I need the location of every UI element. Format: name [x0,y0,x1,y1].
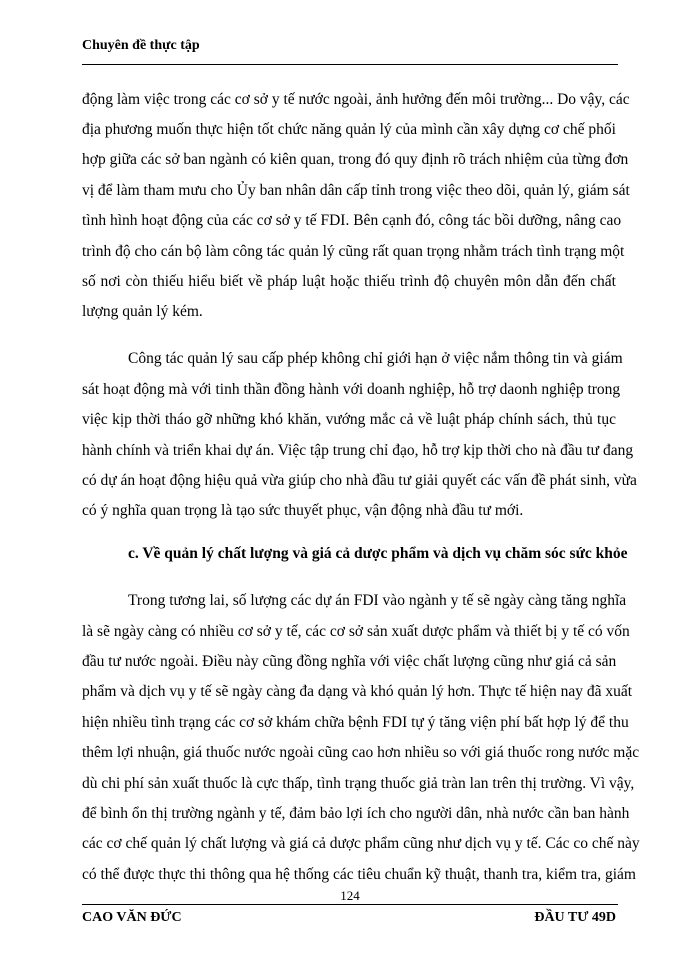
paragraph-2-line-5: có dự án hoạt động hiệu quả vừa giúp cho nhà đầu tư giải quyết các vấn đề phát sinh, vừa [82,472,637,489]
paragraph-3-line-4: phẩm và dịch vụ y tế sẽ ngày càng đa dạng và khó quản lý hơn. Thực tế hiện nay đã xuất [82,683,633,700]
paragraph-1-line-6: trình độ cho cán bộ làm công tác quản lý cũng rất quan trọng nhằm trách tình trạng một [82,243,625,260]
paragraph-3-line-7: dù chi phí sản xuất thuốc là cực thấp, tình trạng thuốc giả tràn lan trên thị trường. Vì vậy, [82,775,635,792]
page-header-title: Chuyên đề thực tập [82,38,200,53]
paragraph-3-line-6: thêm lợi nhuận, giá thuốc nước ngoài cũng cao hơn nhiều so với giá thuốc rong nước mặc [82,744,640,761]
paragraph-1-line-3: hợp giữa các sở ban ngành có kiên quan, trong đó quy định rõ trách nhiệm của từng đơn [82,151,629,168]
footer-divider [82,904,618,905]
paragraph-3-line-10: có thể được thực thi thông qua hệ thống các tiêu chuẩn kỹ thuật, thanh tra, kiểm tra, giám [82,866,636,883]
paragraph-3-line-1: Trong tương lai, số lượng các dự án FDI vào ngành y tế sẽ ngày càng tăng nghĩa [128,592,627,609]
paragraph-3-line-3: đầu tư nước ngoài. Điều này cũng đồng nghĩa với việc chất lượng cũng như giá cả sản [82,653,617,670]
paragraph-1-line-7: số nơi còn thiếu hiểu biết về pháp luật hoặc thiếu trình độ chuyên môn dẫn đến chất [82,273,616,290]
section-heading: c. Về quản lý chất lượng và giá cả dược phẩm và dịch vụ chăm sóc sức khỏe [128,545,628,562]
footer-author: CAO VĂN ĐỨC [82,910,182,925]
paragraph-1-line-2: địa phương muốn thực hiện tốt chức năng quản lý của mình cần xây dựng cơ chế phối [82,121,616,138]
paragraph-2-line-1: Công tác quản lý sau cấp phép không chỉ giới hạn ở việc nắm thông tin và giám [128,350,623,367]
paragraph-1-line-1: động làm việc trong các cơ sở y tế nước ngoài, ảnh hưởng đến môi trường... Do vậy, các [82,91,630,108]
paragraph-1-line-5: tình hình hoạt động của các cơ sở y tế FDI. Bên cạnh đó, công tác bồi dưỡng, nâng cao [82,212,622,229]
paragraph-1-line-4: vị để làm tham mưu cho Ủy ban nhân dân cấp tỉnh trong việc theo dõi, quản lý, giám sát [82,182,630,199]
paragraph-3-line-5: hiện nhiều tình trạng các cơ sở khám chữa bệnh FDI tự ý tăng viện phí bất hợp lý để thu [82,714,629,731]
page-number: 124 [340,888,360,903]
header-divider [82,64,618,65]
paragraph-2-line-3: việc kịp thời tháo gỡ những khó khăn, vướng mắc cả về luật pháp chính sách, thủ tục [82,411,616,428]
paragraph-3-line-8: để bình ổn thị trường ngành y tế, đảm bảo lợi ích cho người dân, nhà nước cần ban hành [82,805,630,822]
paragraph-2-line-4: hành chính và triển khai dự án. Việc tập trung chỉ đạo, hỗ trợ kịp thời cho nà đầu tư đang [82,442,634,459]
footer-class: ĐẦU TƯ 49D [534,910,616,925]
paragraph-3-line-9: các cơ chế quản lý chất lượng và giá cả dược phẩm cũng như dịch vụ y tế. Các co chế này [82,835,640,852]
paragraph-1-line-8: lượng quản lý kém. [82,303,203,320]
paragraph-3-line-2: là sẽ ngày càng có nhiều cơ sở y tế, các cơ sở sản xuất dược phẩm và thiết bị y tế có vốn [82,623,630,640]
paragraph-2-line-6: có ý nghĩa quan trọng là tạo sức thuyết phục, vận động nhà đầu tư mới. [82,502,524,519]
paragraph-2-line-2: sát hoạt động mà với tinh thần đồng hành với doanh nghiệp, hỗ trợ daonh nghiệp trong [82,381,621,398]
